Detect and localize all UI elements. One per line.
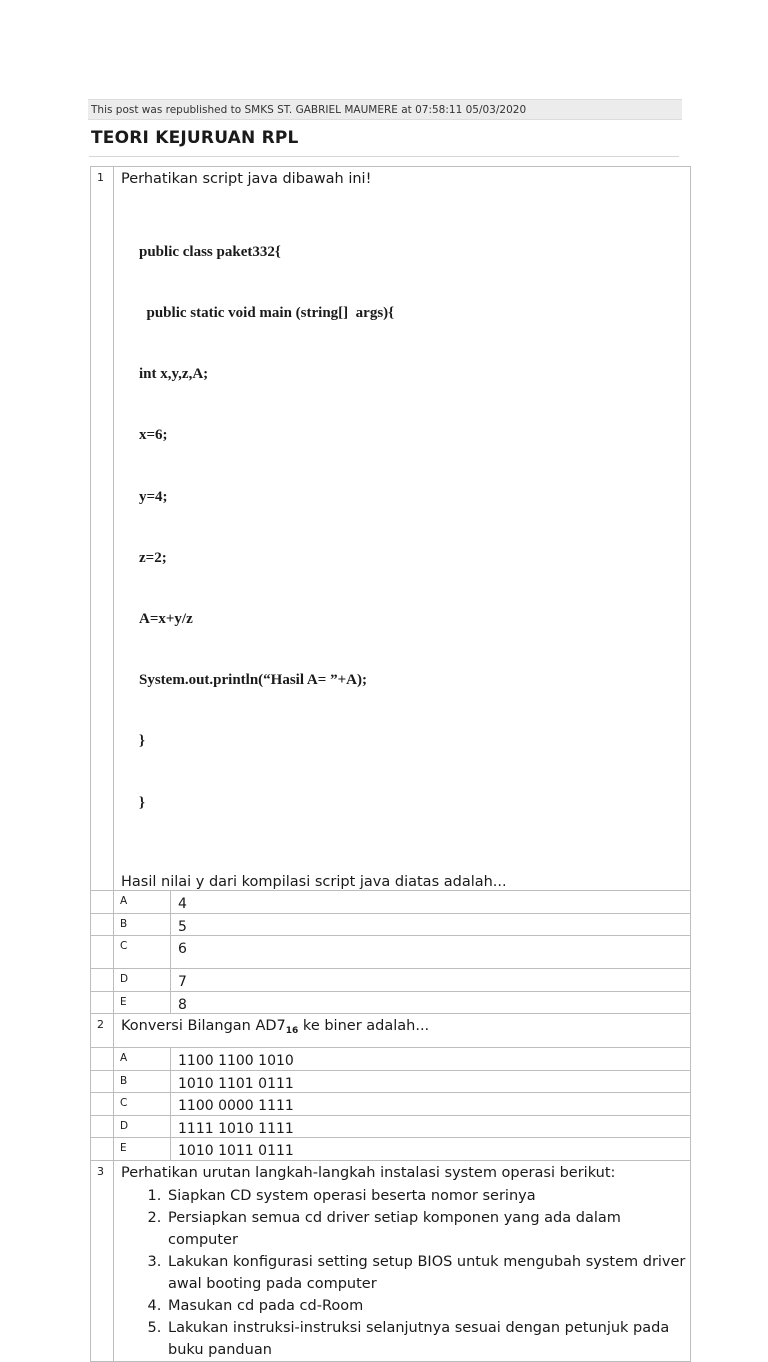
option-text: 4 [171, 890, 691, 913]
code-line: y=4; [139, 488, 168, 505]
question-prompt: Perhatikan script java dibawah ini! [121, 171, 372, 187]
question-number: 3 [91, 1160, 114, 1361]
option-row [91, 968, 691, 991]
question-number: 1 [91, 167, 114, 891]
option-row [91, 1115, 691, 1137]
question-prompt: Konversi Bilangan AD7 [121, 1017, 286, 1034]
code-line: public static void main (string[] args){ [139, 305, 395, 322]
option-text: 1100 1100 1010 [171, 1047, 691, 1070]
option-row [91, 1137, 691, 1160]
option-letter: D [114, 968, 171, 991]
option-letter: E [114, 991, 171, 1013]
code-line: public class paket332{ [139, 243, 281, 260]
list-item: 1. Siapkan CD system operasi beserta nomor serinya [166, 1185, 690, 1207]
option-row [91, 890, 691, 913]
list-item: 5. Lakukan instruksi-instruksi selanjutnya sesuai dengan petunjuk pada buku panduan [166, 1317, 690, 1361]
base-subscript: 16 [285, 1025, 299, 1036]
page-title: TEORI KEJURUAN RPL [91, 128, 299, 148]
option-row [91, 913, 691, 935]
option-letter: E [114, 1137, 171, 1160]
option-row [91, 1070, 691, 1092]
install-steps-list [121, 1185, 690, 1361]
option-letter: C [114, 935, 171, 968]
question-number: 2 [91, 1013, 114, 1047]
republish-banner: This post was republished to SMKS ST. GABRIEL MAUMERE at 07:58:11 05/03/2020 [88, 99, 682, 120]
code-block [139, 201, 690, 854]
code-line: System.out.println(“Hasil A= ”+A); [139, 672, 367, 689]
option-letter: A [114, 890, 171, 913]
option-row [91, 1047, 691, 1070]
question-prompt-suffix: ke biner adalah... [298, 1017, 430, 1034]
question-text: Hasil nilai y dari kompilasi script java diatas adalah... [121, 873, 507, 890]
list-item: 3. Lakukan konfigurasi setting setup BIOS untuk mengubah system driver awal booting pada computer [166, 1251, 690, 1295]
question-stem [114, 1160, 691, 1361]
question-prompt: Perhatikan urutan langkah-langkah instalasi system operasi berikut: [121, 1164, 616, 1181]
option-letter: B [114, 1070, 171, 1092]
option-text: 6 [171, 935, 691, 968]
list-item: 2. Persiapkan semua cd driver setiap komponen yang ada dalam computer [166, 1207, 690, 1251]
option-letter: D [114, 1115, 171, 1137]
question-table [90, 166, 691, 1362]
code-line: } [139, 794, 145, 811]
option-text: 5 [171, 913, 691, 935]
option-row [91, 935, 691, 968]
option-row [91, 1092, 691, 1115]
question-row [91, 1160, 691, 1361]
question-stem [114, 167, 691, 891]
code-line: int x,y,z,A; [139, 366, 209, 383]
list-item: 4. Masukan cd pada cd-Room [166, 1295, 690, 1317]
question-row [91, 1013, 691, 1047]
question-row [91, 167, 691, 891]
option-letter: A [114, 1047, 171, 1070]
option-text: 1111 1010 1111 [171, 1115, 691, 1137]
option-text: 8 [171, 991, 691, 1013]
code-line: x=6; [139, 427, 168, 444]
option-letter: B [114, 913, 171, 935]
option-text: 1100 0000 1111 [171, 1092, 691, 1115]
question-stem [114, 1013, 691, 1047]
code-line: z=2; [139, 549, 167, 566]
title-divider [89, 156, 679, 157]
option-text: 1010 1101 0111 [171, 1070, 691, 1092]
code-line: } [139, 733, 145, 750]
option-text: 7 [171, 968, 691, 991]
option-text: 1010 1011 0111 [171, 1137, 691, 1160]
code-line: A=x+y/z [139, 611, 193, 628]
option-row [91, 991, 691, 1013]
option-letter: C [114, 1092, 171, 1115]
